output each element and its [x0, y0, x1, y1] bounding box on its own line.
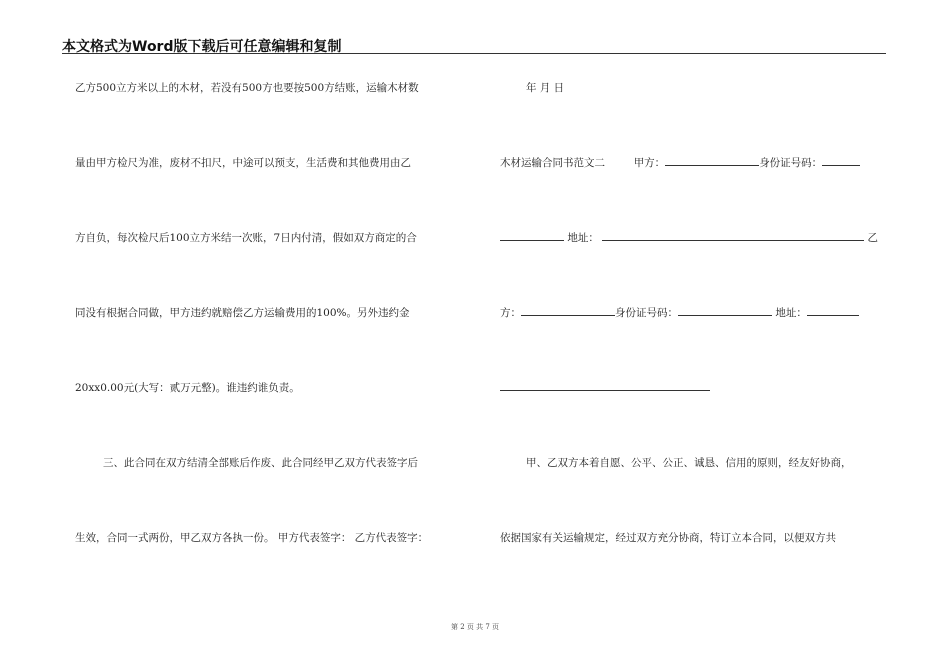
right-line-blank [500, 380, 710, 394]
party-b-address-blank-cont [500, 380, 710, 391]
party-b-id-label: 身份证号码： [615, 307, 678, 319]
left-line-3: 方自负，每次检尺后100立方米结一次账，7日内付清，假如双方商定的合 [75, 232, 417, 244]
party-a-id-blank [822, 155, 860, 166]
party-a-address-blank [602, 230, 864, 241]
left-line-2: 量由甲方检尺为准，废材不扣尺，中途可以预支，生活费和其他费用由乙 [75, 157, 411, 169]
right-line-2: 依据国家有关运输规定，经过双方充分协商，特订立本合同，以便双方共 [500, 532, 836, 544]
party-b-address-blank [807, 305, 859, 316]
header-divider [62, 53, 886, 54]
party-a-label: 甲方： [633, 157, 666, 169]
left-line-5: 20xx0.00元(大写：贰万元整)。谁违约谁负责。 [75, 382, 300, 394]
party-b-address-label: 地址： [775, 307, 807, 319]
right-line-address [500, 230, 878, 245]
left-line-6: 三、此合同在双方结清全部账后作废、此合同经甲乙双方代表签字后 [103, 457, 418, 469]
left-line-7: 生效，合同一式两份，甲乙双方各执一份。 甲方代表签字： 乙方代表签字： [75, 532, 429, 544]
document-header-title: 本文格式为Word版下载后可任意编辑和复制 [62, 39, 342, 55]
party-b-label-tail: 乙 [867, 232, 879, 244]
page-number-footer: 第 2 页 共 7 页 [450, 623, 500, 631]
party-b-blank [521, 305, 615, 316]
party-b-id-blank [678, 305, 772, 316]
right-line-title [500, 155, 860, 170]
party-a-address-label: 地址： [567, 232, 599, 244]
party-a-id-label: 身份证号码： [759, 157, 823, 169]
contract-title: 木材运输合同书范文二 [500, 157, 605, 169]
party-a-id-blank-cont [500, 230, 564, 241]
left-line-1: 乙方500立方米以上的木材，若没有500方也要按500方结账，运输木材数 [75, 82, 419, 94]
party-a-blank [665, 155, 759, 166]
date-line: 年 月 日 [526, 82, 565, 94]
right-line-1: 甲、乙双方本着自愿、公平、公正、诚恳、信用的原则，经友好协商， [526, 457, 852, 469]
party-b-label: 方： [500, 307, 521, 319]
right-line-party-b [500, 305, 859, 320]
left-line-4: 同没有根据合同做，甲方违约就赔偿乙方运输费用的100%。另外违约金 [75, 307, 410, 319]
